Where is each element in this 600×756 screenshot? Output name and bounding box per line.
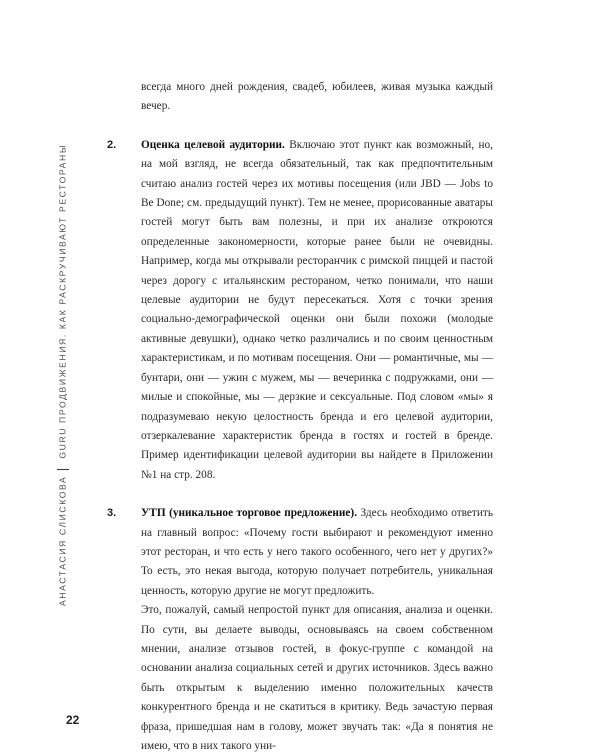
running-header xyxy=(57,144,69,606)
running-header-divider xyxy=(57,469,69,470)
list-item-audience xyxy=(107,136,494,485)
list-item-term: Оценка целевой аудитории. xyxy=(141,138,285,151)
list-item-paragraph xyxy=(141,504,493,601)
list-item-term: УТП (уникальное торговое предложение). xyxy=(141,507,358,520)
list-item-number: 3. xyxy=(107,507,117,520)
page-number: 22 xyxy=(66,713,80,727)
page-body xyxy=(107,78,494,756)
continuation-paragraph: всегда много дней рождения, свадеб, юбилеев, живая музыка каждый вечер. xyxy=(141,81,493,113)
list-item-number: 2. xyxy=(107,138,117,151)
list-item-text: Здесь необходимо ответить на главный вопрос: «Почему гости выбирают и рекомендуют именно этот ресторан, и что есть у него такого особенного, чего нет у других?» То есть, это некая выгода, которую получает потребитель, уникальная ценность, которую другие не могут предложить. xyxy=(141,507,494,597)
list-item-text: Включаю этот пункт как возможный, но, на мой взгляд, не всегда обязательный, так как предпочтительным считаю анализ гостей через их мотивы посещения (или JBD — Jobs to Be Done; см. предыдущий пункт). Тем не менее, прорисованные аватары гостей могут быть вам полезны, и при их анализе откроются определенные закономерности, которые ранее были не очевидны. Например, когда мы открывали ресторанчик с римской пиццей и пастой через дорогу с итальянским рестораном, четко понимали, что наши целевые аудитории не будут пересекаться. Хотя с точки зрения социально-демографической оценки они были похожи (молодые активные девушки), однако четко различались и по своим ценностным характеристикам, и по мотивам посещения. Они — романтичные, мы — бунтари, они — ужин с мужем, мы — вечеринка с подружками, они — милые и спокойные, мы — дерзкие и сексуальные. Под словом «мы» я подразумеваю некую целостность бренда и его целевой аудитории, отзеркалевание характеристик бренда в гостях и гостей в бренде. Пример идентификации целевой аудитории вы найдете в Приложении №1 на стр. 208. xyxy=(141,138,494,481)
list-item-paragraph-continued: Это, пожалуй, самый непростой пункт для описания, анализа и оценки. По сути, вы делаете выводы, основываясь на своем собственном мнении, анализе отзывов гостей, в фокус-группе с командой на основании анализа социальных сетей и других источников. Здесь важно быть открытым к выделению именно положительных качеств конкурентного бренда и не скатиться в критику. Ведь зачастую первая фраза, пришедшая нам в голову, может звучать так: «Да я понятия не имею, что в них такого уни- xyxy=(141,604,493,752)
list-item-usp xyxy=(107,504,494,756)
running-header-author: АНАСТАСИЯ СЛИСКОВА xyxy=(57,475,68,607)
running-header-book-title: GURU ПРОДВИЖЕНИЯ. КАК РАСКРУЧИВАЮТ РЕСТОРАНЫ xyxy=(57,143,68,459)
list-item-paragraph xyxy=(141,136,493,485)
